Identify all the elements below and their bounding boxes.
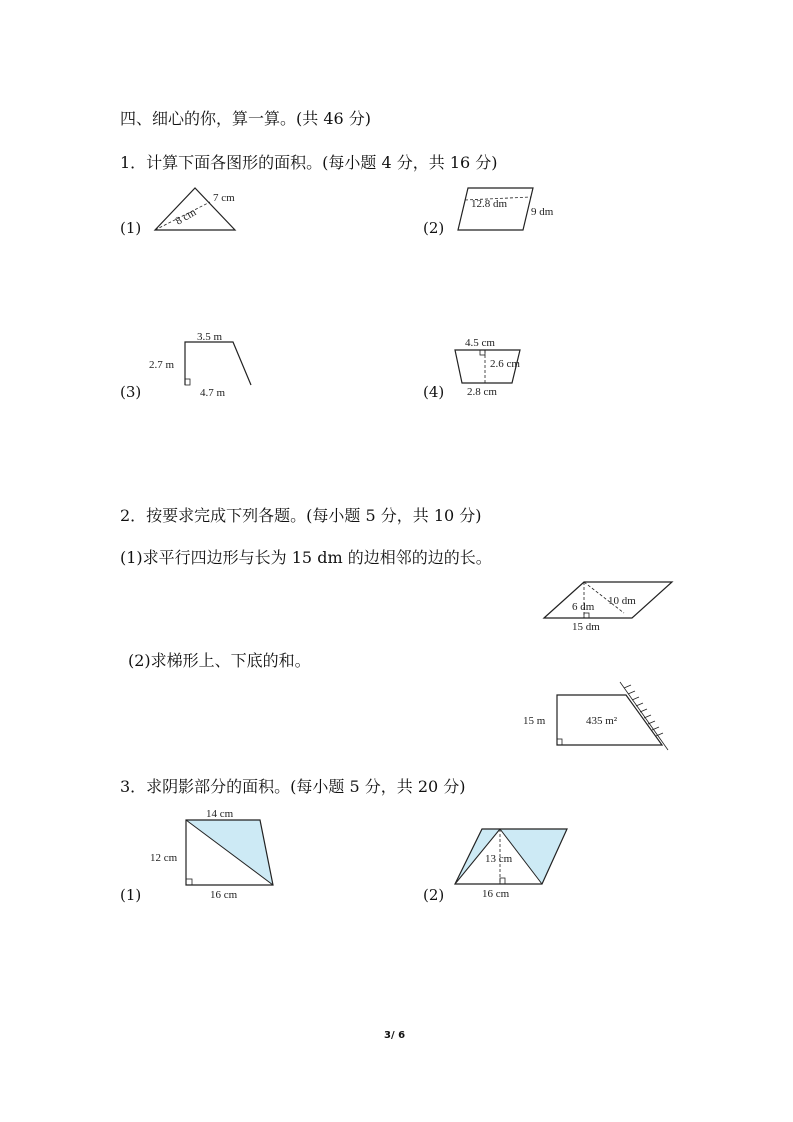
q1-item2-number: (2) [423,219,445,237]
section-title: 四、细心的你，算一算。(共 46 分) [120,109,372,128]
q2-fig1-label-base: 15 dm [572,621,600,633]
q3-fig2-label-height: 13 cm [485,853,513,865]
q1-fig3-trapezoid [145,330,275,400]
q1-fig2-label-height: 9 dm [531,206,554,218]
page-number: 3/ 6 [384,1030,406,1041]
q3-item2-number: (2) [423,886,445,904]
q2-fig1-label-height: 6 dm [572,601,595,613]
q1-fig4-label-top: 4.5 cm [465,337,495,349]
q1-fig1-label-height: 8 cm [173,206,199,228]
q2-fig2-trapezoid [520,680,670,755]
q1-fig4-trapezoid [450,335,540,400]
q1-fig1-triangle [150,185,250,235]
q3-fig1-label-height: 12 cm [150,852,178,864]
q3-fig2-label-base: 16 cm [482,888,510,900]
q1-fig3-label-top: 3.5 m [197,331,223,343]
q1-fig4-label-bottom: 2.8 cm [467,386,497,398]
q2-fig2-label-area: 435 m² [586,715,618,727]
q1-item1-number: (1) [120,219,142,237]
q3-fig1-label-bottom: 16 cm [210,889,238,901]
q2-sub2: (2)求梯形上、下底的和。 [128,651,311,670]
q1-item3-number: (3) [120,383,142,401]
q1-fig3-label-bottom: 4.7 m [200,387,226,399]
q1-fig1-label-side: 7 cm [213,192,235,204]
q2-fig2-label-height: 15 m [523,715,546,727]
q1-title: 1．计算下面各图形的面积。(每小题 4 分，共 16 分) [120,153,498,172]
q3-fig2-parallelogram [450,820,575,900]
q3-fig1-trapezoid [148,806,278,901]
q1-fig3-label-height: 2.7 m [149,359,175,371]
q3-fig1-label-top: 14 cm [206,808,234,820]
q2-fig1-label-side: 10 dm [608,595,636,607]
q2-fig1-parallelogram [540,578,680,633]
q1-fig4-label-height: 2.6 cm [490,358,520,370]
q1-fig2-label-side: 12.8 dm [471,198,508,210]
q1-fig2-parallelogram [453,185,573,235]
q3-title: 3．求阴影部分的面积。(每小题 5 分，共 20 分) [120,777,466,796]
q3-item1-number: (1) [120,886,142,904]
q1-item4-number: (4) [423,383,445,401]
q2-title: 2．按要求完成下列各题。(每小题 5 分，共 10 分) [120,506,482,525]
q2-sub1: (1)求平行四边形与长为 15 dm 的边相邻的边的长。 [120,548,492,567]
